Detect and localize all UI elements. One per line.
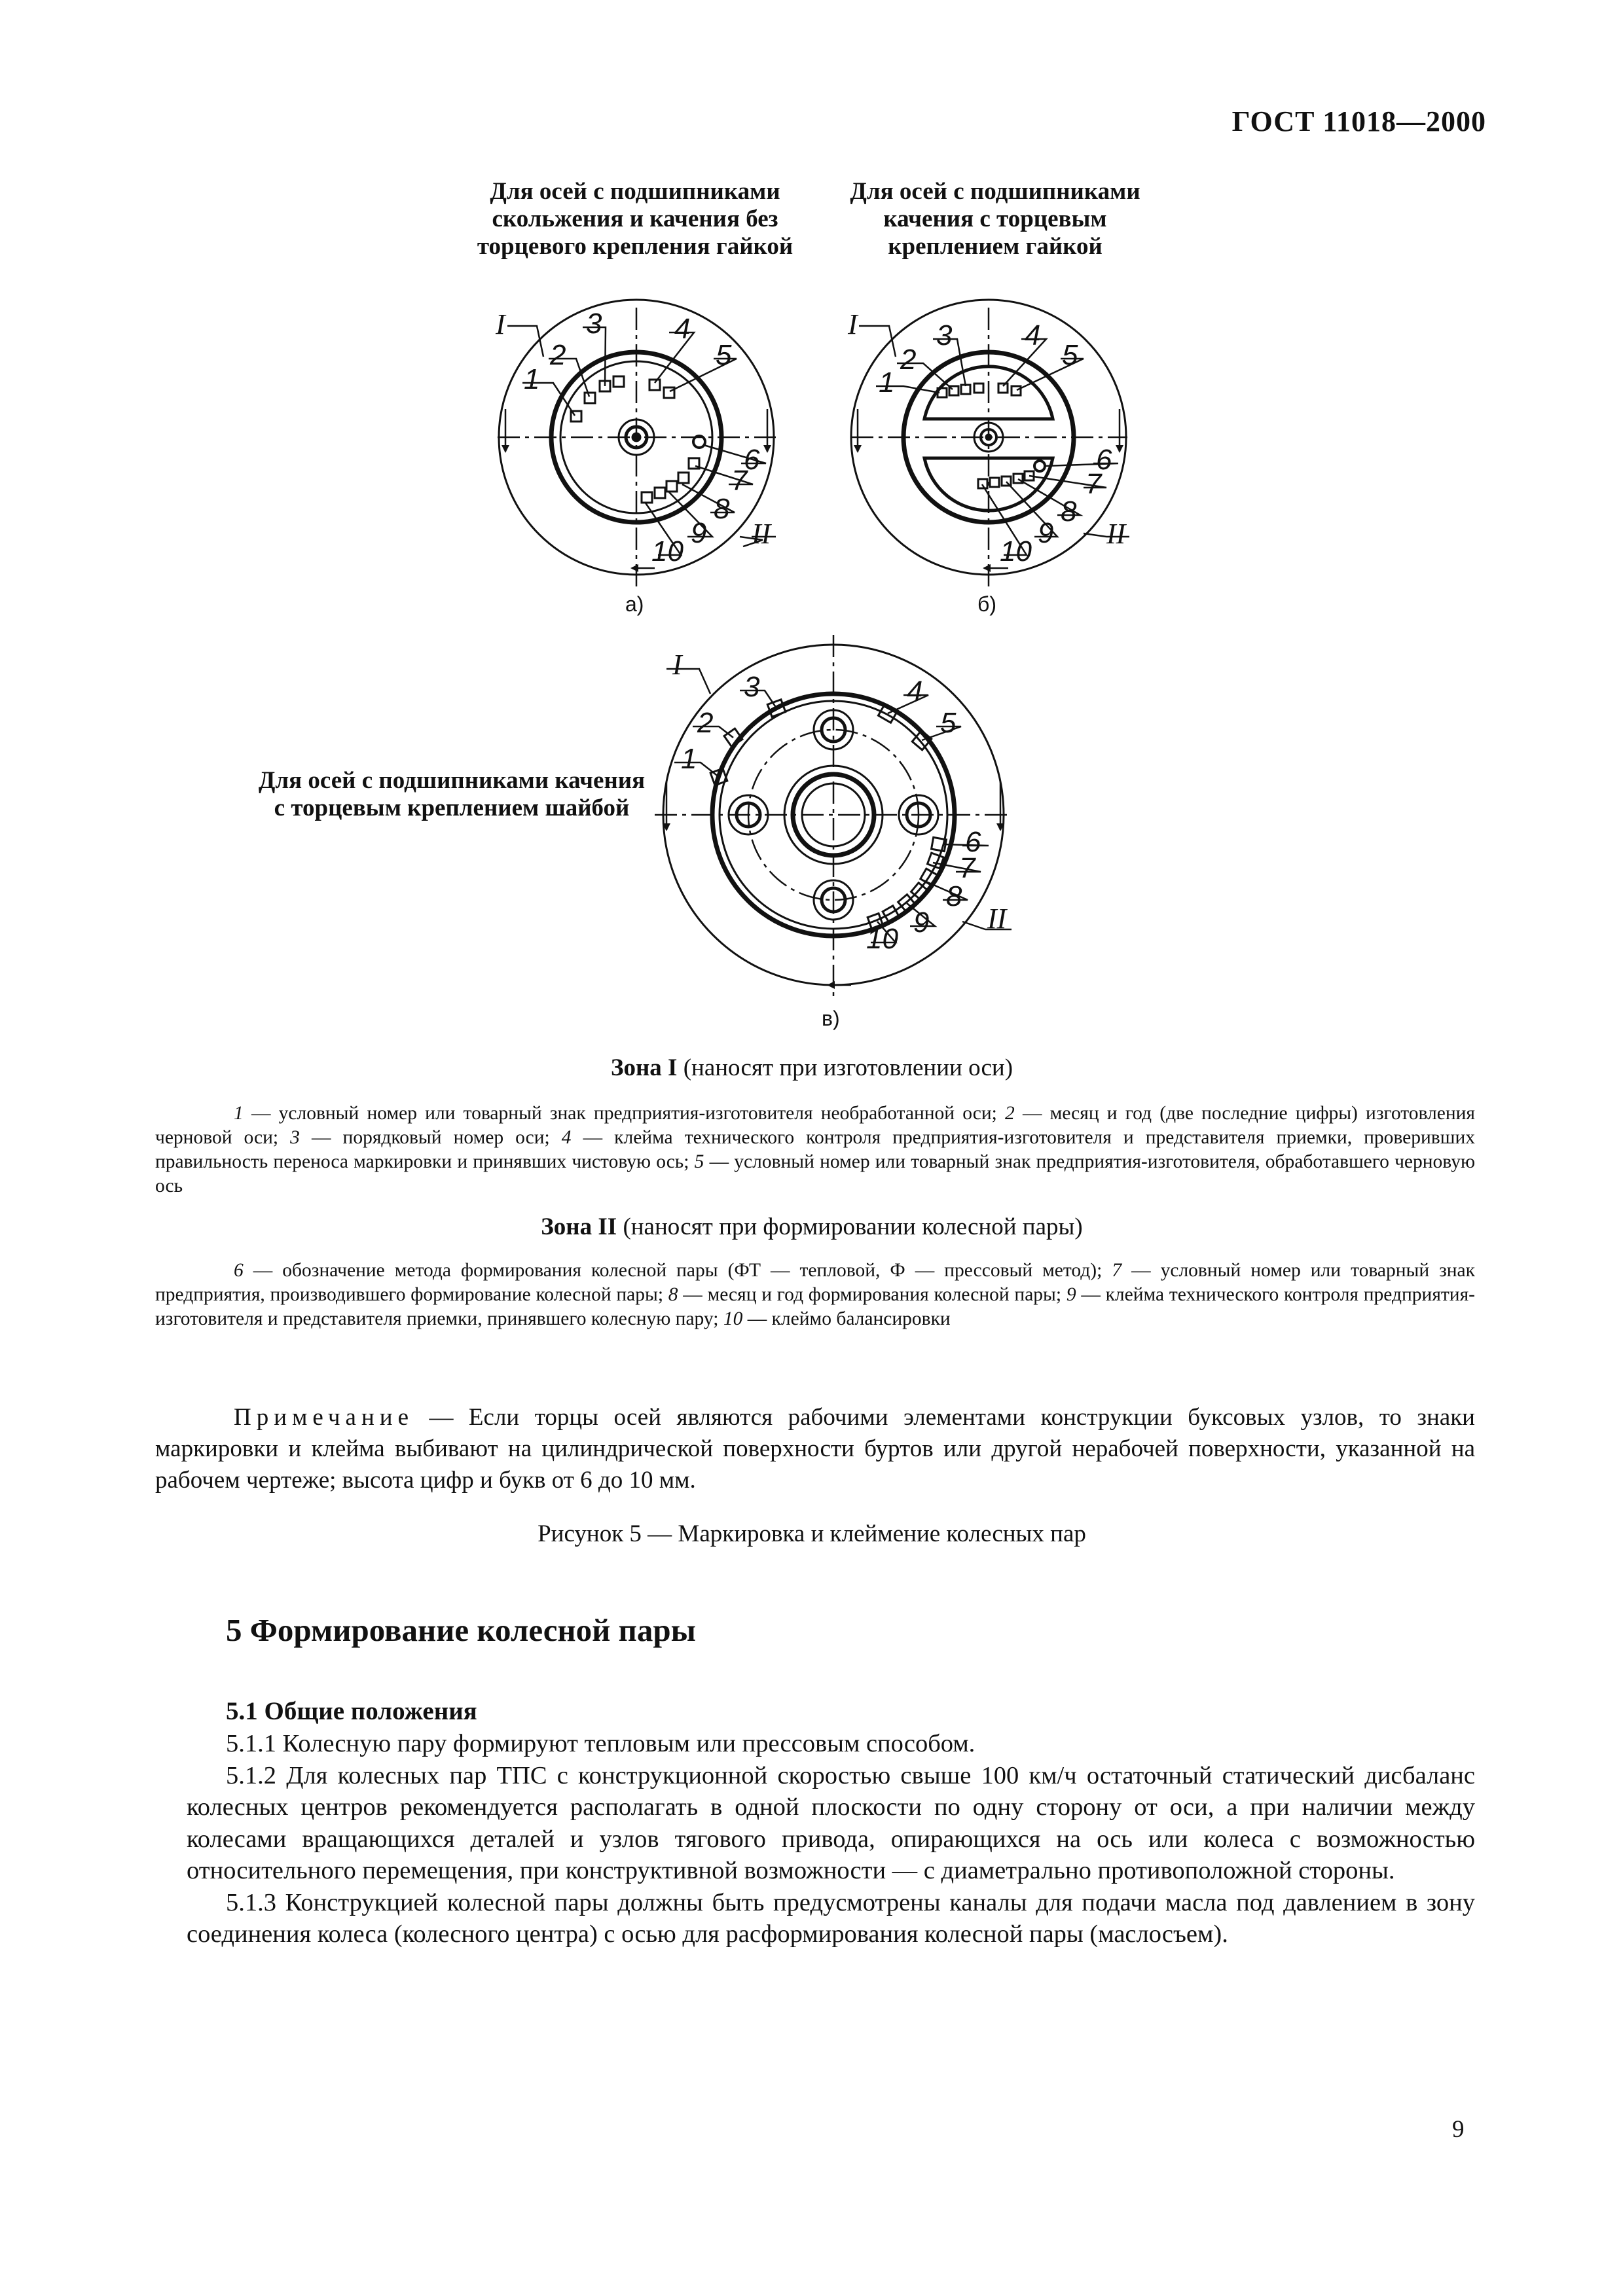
paragraph: 5.1.1 Колесную пару формируют тепловым или прессовым способом. xyxy=(226,1730,976,1757)
zone-label-ii: II xyxy=(987,903,1007,935)
zone-label-i: I xyxy=(672,649,682,681)
legend-text: — месяц и год (две последние цифры) изготовления черновой оси; xyxy=(155,1103,1475,1148)
figure-note xyxy=(155,1402,1475,1496)
zone-label-i: I xyxy=(848,308,858,340)
caption-line: Для осей с подшипниками xyxy=(490,178,780,205)
item-number: 1 xyxy=(879,367,895,399)
stamp-mark xyxy=(928,853,944,869)
item-number: 10 xyxy=(1000,535,1032,567)
item-number: 9 xyxy=(691,517,707,549)
stamp-mark xyxy=(649,380,660,390)
page-number: 9 xyxy=(1452,2116,1465,2143)
paragraph: 5.1.3 Конструкцией колесной пары должны быть предусмотрены каналы для подачи масла под давлением в зону соединения колеса (колесного центра) с осью для расформирования колесной пары (маслосъем). xyxy=(187,1888,1475,1948)
subsection-title: 5.1 Общие положения xyxy=(226,1697,477,1725)
drawing-b xyxy=(851,300,1129,589)
legend-number: 4 xyxy=(561,1127,572,1148)
legend-text: — обозначение метода формирования колесной пары (ФТ — тепловой, Ф — прессовый метод); xyxy=(243,1260,1112,1281)
stamp-mark xyxy=(990,478,999,487)
item-number: 4 xyxy=(907,675,923,708)
legend-text: — условный номер или товарный знак предприятия-изготовителя необработанной оси; xyxy=(243,1103,1006,1124)
note-label: Примечание xyxy=(234,1404,414,1431)
drawing-c xyxy=(655,635,1012,998)
item-number: 5 xyxy=(716,339,732,371)
stamp-mark xyxy=(585,393,595,403)
caption-line: с торцевым креплением шайбой xyxy=(274,795,630,821)
item-number: 1 xyxy=(524,363,540,395)
zone1-legend xyxy=(155,1102,1475,1198)
item-number: 8 xyxy=(714,493,730,525)
item-number: 3 xyxy=(744,671,760,703)
axle-end-marking-drawing xyxy=(0,0,1623,1047)
item-number: 5 xyxy=(940,707,957,739)
item-number: 6 xyxy=(965,826,981,858)
stamp-mark xyxy=(678,473,689,483)
variant-c-label: в) xyxy=(822,1007,840,1030)
legend-number: 9 xyxy=(1066,1284,1076,1305)
legend-number: 7 xyxy=(1112,1260,1122,1281)
item-number: 7 xyxy=(731,465,748,497)
paragraph: 5.1.2 Для колесных пар ТПС с конструкционной скоростью свыше 100 км/ч остаточный статический дисбаланс колесных центров рекомендуется располагать в одной плоскости по одну сторону от оси, а при наличии между колесами вращающихся деталей и узлов тягового привода, опирающихся на ось или колеса с возможностью относительного перемещения, при конструктивной возможности — с диаметрально противоположной стороны. xyxy=(187,1761,1475,1884)
legend-number: 3 xyxy=(290,1127,300,1148)
zone1-title-bold: Зона I xyxy=(610,1054,678,1081)
legend-number: 8 xyxy=(668,1284,678,1305)
zone1-title xyxy=(157,1054,1467,1082)
item-number: 6 xyxy=(744,444,760,476)
stamp-mark xyxy=(974,384,983,393)
caption-line: скольжения и качения без xyxy=(492,206,778,232)
item-number: 9 xyxy=(1038,517,1054,549)
caption-line: креплением гайкой xyxy=(888,233,1103,260)
standard-code: ГОСТ 11018—2000 xyxy=(1231,105,1486,137)
stamp-mark xyxy=(998,384,1008,393)
item-number: 10 xyxy=(651,535,684,567)
section-body xyxy=(187,1728,1475,1950)
stamp-mark xyxy=(1012,386,1021,395)
item-number: 4 xyxy=(674,313,691,345)
item-number: 5 xyxy=(1062,339,1078,371)
item-number: 8 xyxy=(946,880,962,912)
item-number: 6 xyxy=(1096,444,1112,476)
stamp-mark xyxy=(1034,461,1045,471)
caption-line: Для осей с подшипниками xyxy=(850,178,1140,205)
zone2-title-bold: Зона II xyxy=(541,1213,617,1240)
variant-b-label: б) xyxy=(977,592,996,616)
stamp-mark xyxy=(642,492,652,503)
legend-text: — условный номер или товарный знак предприятия-изготовителя, обработавшего черновую ось xyxy=(155,1151,1476,1196)
item-number: 1 xyxy=(681,743,697,775)
zone2-legend xyxy=(155,1259,1475,1331)
item-number: 3 xyxy=(586,308,602,340)
zone2-title-rest: (наносят при формировании колесной пары) xyxy=(617,1213,1083,1240)
section-title: 5 Формирование колесной пары xyxy=(226,1612,696,1648)
variant-a-label: а) xyxy=(625,592,644,616)
caption-line: торцевого крепления гайкой xyxy=(477,233,793,260)
item-number: 7 xyxy=(1085,468,1102,500)
stamp-mark xyxy=(613,376,624,387)
stamp-mark xyxy=(655,488,665,498)
legend-text: — клеймо балансировки xyxy=(742,1308,951,1329)
legend-number: 1 xyxy=(234,1103,244,1124)
zone1-title-rest: (наносят при изготовлении оси) xyxy=(677,1054,1013,1081)
zone-label-ii: II xyxy=(1106,518,1126,550)
caption-line: Для осей с подшипниками качения xyxy=(258,767,646,794)
item-number: 3 xyxy=(936,319,953,351)
item-number: 9 xyxy=(913,906,930,939)
legend-number: 2 xyxy=(1005,1103,1015,1124)
zone-label-i: I xyxy=(496,308,505,340)
item-number: 2 xyxy=(900,344,917,376)
legend-text: — условный номер или товарный знак предприятия, производившего формирование колесной пары; xyxy=(155,1260,1475,1305)
item-number: 4 xyxy=(1025,319,1041,351)
note-text: — Если торцы осей являются рабочими элементами конструкции буксовых узлов, то знаки маркировки и клейма выбивают на цилиндрической поверхности буртов или другой нерабочей поверхности, указанной на рабочем чертеже; высота цифр и букв от 6 до 10 мм. xyxy=(155,1404,1475,1494)
zone2-title xyxy=(157,1213,1467,1241)
legend-number: 10 xyxy=(723,1308,743,1329)
item-number: 7 xyxy=(959,852,976,884)
item-number: 2 xyxy=(697,707,714,739)
item-number: 10 xyxy=(866,923,898,955)
legend-text: — месяц и год формирования колесной пары; xyxy=(678,1284,1067,1305)
item-number: 2 xyxy=(550,339,566,371)
legend-text: — клейма технического контроля предприятия-изготовителя и представителя приемки, проверивших правильность переноса маркировки и принявших чистовую ось; xyxy=(155,1127,1475,1172)
stamp-mark xyxy=(961,385,970,394)
caption-line: качения с торцевым xyxy=(883,206,1107,232)
figure-caption: Рисунок 5 — Маркировка и клеймение колесных пар xyxy=(538,1520,1086,1547)
legend-number: 6 xyxy=(234,1260,244,1281)
zone-label-ii: II xyxy=(752,518,771,550)
legend-text: — порядковый номер оси; xyxy=(299,1127,562,1148)
legend-number: 5 xyxy=(694,1151,704,1172)
drawing-a xyxy=(498,300,776,589)
legend-text: — клейма технического контроля предприятия-изготовителя и представителя приемки, принявшего колесную пару; xyxy=(155,1284,1475,1329)
stamp-mark xyxy=(666,481,677,492)
item-number: 8 xyxy=(1061,495,1077,528)
